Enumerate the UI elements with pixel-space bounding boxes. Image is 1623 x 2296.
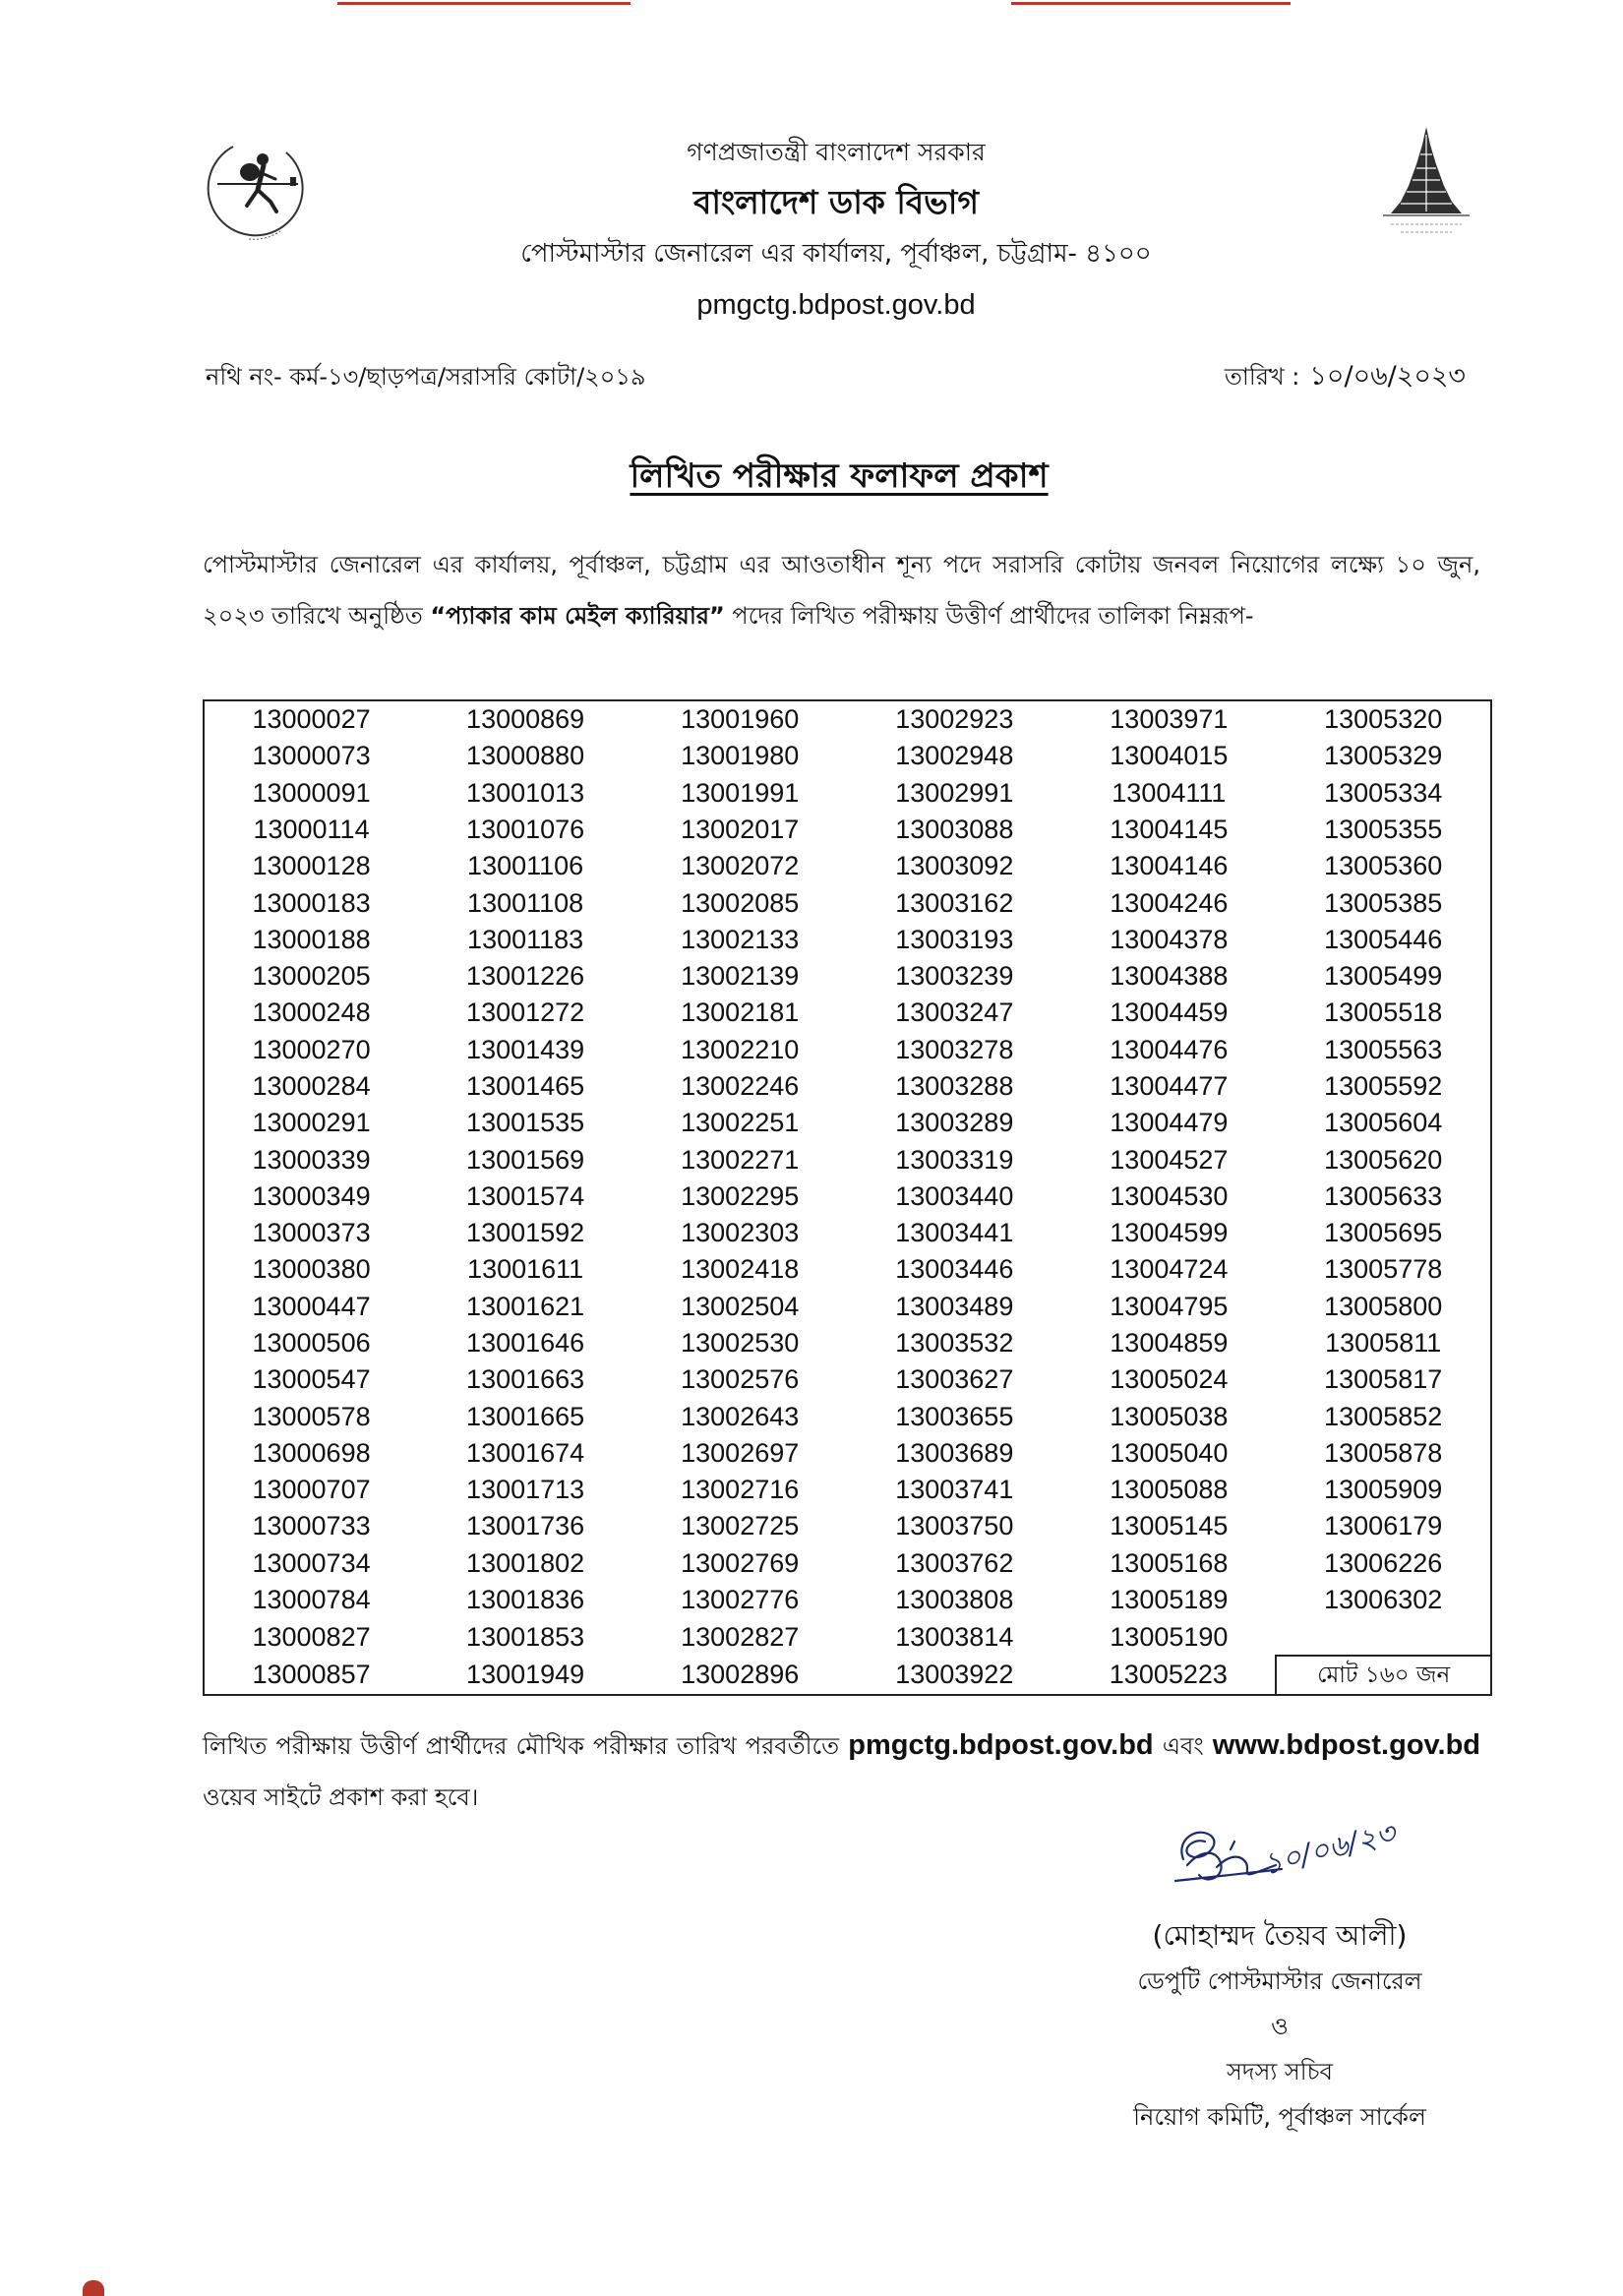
roll-number-cell: 13001663 bbox=[466, 1364, 585, 1395]
roll-number-cell: 13001802 bbox=[466, 1547, 585, 1578]
roll-number-cell: 13002769 bbox=[681, 1547, 800, 1578]
roll-number-cell: 13004146 bbox=[1110, 851, 1229, 881]
roll-number-cell: 13004388 bbox=[1110, 961, 1229, 992]
roll-number-cell: 13003440 bbox=[895, 1180, 1014, 1211]
results-table bbox=[203, 699, 1492, 1696]
bangladesh-post-logo-icon bbox=[204, 133, 312, 251]
regional-website: pmgctg.bdpost.gov.bd bbox=[848, 1729, 1154, 1761]
results-row bbox=[204, 1472, 1491, 1508]
roll-number-cell: 13003741 bbox=[895, 1475, 1014, 1505]
roll-number-cell: 13000733 bbox=[252, 1511, 371, 1541]
date-label: তারিখ : bbox=[1224, 363, 1300, 391]
roll-number-cell: 13001611 bbox=[467, 1254, 584, 1285]
roll-number-cell: 13001569 bbox=[466, 1144, 585, 1175]
roll-number-cell: 13004477 bbox=[1110, 1070, 1229, 1101]
roll-number-cell: 13003922 bbox=[895, 1660, 1014, 1690]
roll-number-cell: 13001991 bbox=[681, 777, 800, 808]
roll-number-cell: 13005695 bbox=[1324, 1218, 1443, 1248]
roll-number-cell: 13000827 bbox=[252, 1621, 371, 1652]
viva-notice-text: লিখিত পরীক্ষায় উত্তীর্ণ প্রার্থীদের মৌখিক পরীক্ষার তারিখ পরবর্তীতে bbox=[203, 1732, 840, 1760]
roll-number-cell: 13005878 bbox=[1324, 1437, 1443, 1468]
roll-number-cell: 13004378 bbox=[1110, 924, 1229, 954]
roll-number-cell: 13005817 bbox=[1324, 1364, 1443, 1395]
roll-number-cell: 13004459 bbox=[1110, 997, 1229, 1028]
results-row bbox=[204, 812, 1491, 848]
roll-number-cell: 13003247 bbox=[895, 997, 1014, 1028]
roll-number-cell: 13000578 bbox=[252, 1401, 371, 1431]
roll-number-cell: 13000248 bbox=[252, 997, 371, 1028]
roll-number-cell: 13004476 bbox=[1110, 1034, 1229, 1064]
signatory-committee: নিয়োগ কমিটি, পূর্বাঞ্চল সার্কেল bbox=[1133, 2103, 1426, 2131]
roll-number-cell: 13005778 bbox=[1324, 1254, 1443, 1285]
header-website: pmgctg.bdpost.gov.bd bbox=[696, 289, 976, 321]
date-value: ১০/০৬/২০২৩ bbox=[1309, 361, 1466, 392]
scan-edge-mark-bottom-left bbox=[83, 2280, 104, 2296]
roll-number-cell: 13001592 bbox=[466, 1218, 585, 1248]
results-row bbox=[204, 1544, 1491, 1581]
roll-number-cell: 13001646 bbox=[466, 1327, 585, 1358]
results-row bbox=[204, 775, 1491, 812]
roll-number-cell: 13005329 bbox=[1324, 741, 1443, 771]
roll-number-cell: 13001736 bbox=[466, 1511, 585, 1541]
roll-number-cell: 13005592 bbox=[1324, 1070, 1443, 1101]
memo-number: নথি নং- কর্ম-১৩/ছাড়পত্র/সরাসরি কোটা/২০১৯ bbox=[206, 363, 646, 391]
results-row bbox=[204, 738, 1491, 774]
roll-number-cell: 13002504 bbox=[681, 1291, 800, 1321]
signatory-conjunction: ও bbox=[1271, 2013, 1289, 2040]
roll-number-cell: 13005320 bbox=[1324, 704, 1443, 735]
roll-number-cell: 13000205 bbox=[252, 961, 371, 992]
roll-number-cell: 13004530 bbox=[1110, 1180, 1229, 1211]
roll-number-cell: 13003689 bbox=[895, 1437, 1014, 1468]
roll-number-cell: 13003319 bbox=[895, 1144, 1014, 1175]
roll-number-cell: 13002181 bbox=[681, 997, 800, 1028]
roll-number-cell: 13002017 bbox=[681, 815, 800, 844]
roll-number-cell: 13003092 bbox=[895, 851, 1014, 881]
roll-number-cell: 13002418 bbox=[681, 1254, 800, 1285]
roll-number-cell: 13000270 bbox=[252, 1034, 371, 1064]
roll-number-cell: 13002210 bbox=[681, 1034, 800, 1064]
roll-number-cell: 13000698 bbox=[252, 1437, 371, 1468]
roll-number-cell: 13003162 bbox=[895, 887, 1014, 918]
main-website: www.bdpost.gov.bd bbox=[1212, 1729, 1480, 1761]
intro-paragraph bbox=[203, 539, 1480, 641]
roll-number-cell: 13002923 bbox=[895, 704, 1014, 735]
results-row bbox=[204, 700, 1491, 738]
roll-number-cell: 13005385 bbox=[1324, 887, 1443, 918]
roll-number-cell: 13006179 bbox=[1324, 1511, 1443, 1541]
roll-number-cell: 13003750 bbox=[895, 1511, 1014, 1541]
roll-number-cell: 13004015 bbox=[1110, 741, 1229, 771]
roll-number-cell: 13002251 bbox=[681, 1108, 800, 1138]
viva-notice-conjunction: এবং bbox=[1162, 1732, 1204, 1760]
roll-number-cell: 13004724 bbox=[1110, 1254, 1229, 1285]
roll-number-cell: 13005360 bbox=[1324, 851, 1443, 881]
roll-number-cell: 13003193 bbox=[895, 924, 1014, 954]
roll-number-cell: 13001853 bbox=[466, 1621, 585, 1652]
roll-number-cell: 13005518 bbox=[1324, 997, 1443, 1028]
roll-number-cell: 13001535 bbox=[466, 1108, 585, 1138]
roll-number-cell: 13000114 bbox=[253, 815, 370, 844]
roll-number-cell: 13005223 bbox=[1109, 1660, 1228, 1690]
roll-number-cell: 13000506 bbox=[252, 1327, 371, 1358]
signatory-role: সদস্য সচিব bbox=[1227, 2058, 1333, 2085]
post-name: “প্যাকার কাম মেইল ক্যারিয়ার” bbox=[430, 602, 725, 630]
roll-number-cell: 13000073 bbox=[252, 741, 371, 771]
roll-number-cell: 13005088 bbox=[1110, 1475, 1229, 1505]
roll-number-cell: 13000880 bbox=[466, 741, 585, 771]
roll-number-cell: 13005604 bbox=[1324, 1108, 1443, 1138]
roll-number-cell: 13005499 bbox=[1324, 961, 1443, 992]
roll-number-cell: 13005800 bbox=[1324, 1291, 1443, 1321]
scan-edge-mark-top-left bbox=[337, 2, 631, 5]
results-row bbox=[204, 1032, 1491, 1068]
roll-number-cell: 13001674 bbox=[466, 1437, 585, 1468]
roll-number-cell: 13004527 bbox=[1110, 1144, 1229, 1175]
roll-number-cell: 13006302 bbox=[1324, 1584, 1443, 1614]
roll-number-cell: 13005190 bbox=[1110, 1621, 1229, 1652]
roll-number-cell: 13002948 bbox=[895, 741, 1014, 771]
results-row bbox=[204, 1141, 1491, 1178]
roll-number-cell: 13002139 bbox=[681, 961, 800, 992]
roll-number-cell: 13003532 bbox=[895, 1327, 1014, 1358]
roll-number-cell: 13002085 bbox=[681, 887, 800, 918]
roll-number-cell: 13002246 bbox=[681, 1070, 800, 1101]
roll-number-cell: 13000373 bbox=[252, 1218, 371, 1248]
results-row bbox=[204, 995, 1491, 1031]
results-row bbox=[204, 1508, 1491, 1544]
results-row bbox=[204, 1361, 1491, 1398]
roll-number-cell: 13005355 bbox=[1324, 815, 1443, 844]
roll-number-cell: 13005040 bbox=[1110, 1437, 1229, 1468]
roll-number-cell: 13000349 bbox=[252, 1180, 371, 1211]
results-table-body bbox=[204, 700, 1491, 1695]
roll-number-cell: 13001836 bbox=[466, 1584, 585, 1614]
intro-text-before: পোস্টমাস্টার জেনারেল এর কার্যালয়, পূর্বাঞ্চল, চট্টগ্রাম এর আওতাধীন শূন্য পদে সরাসরি কোটায় জনবল নিয়োগের লক্ষ্যে ১০ জুন, ২০২৩ তারিখে অনুষ্ঠিত bbox=[203, 551, 1480, 630]
roll-number-cell: 13001106 bbox=[467, 851, 584, 881]
roll-number-cell: 13002776 bbox=[681, 1584, 800, 1614]
roll-number-cell: 13003278 bbox=[895, 1034, 1014, 1064]
results-row bbox=[204, 1289, 1491, 1325]
roll-number-cell: 13001076 bbox=[466, 815, 585, 844]
roll-number-cell: 13000707 bbox=[252, 1475, 371, 1505]
roll-number-cell: 13001949 bbox=[466, 1660, 585, 1690]
roll-number-cell: 13000784 bbox=[252, 1584, 371, 1614]
roll-number-cell: 13004246 bbox=[1110, 887, 1229, 918]
roll-number-cell: 13000857 bbox=[252, 1660, 371, 1690]
roll-number-cell: 13002271 bbox=[681, 1144, 800, 1175]
results-row bbox=[204, 1435, 1491, 1472]
roll-number-cell: 13005038 bbox=[1110, 1401, 1229, 1431]
roll-number-cell: 13004145 bbox=[1110, 815, 1229, 844]
office-address: পোস্টমাস্টার জেনারেল এর কার্যালয়, পূর্বাঞ্চল, চট্টগ্রাম- ৪১০০ bbox=[520, 239, 1152, 269]
roll-number-cell: 13002295 bbox=[681, 1180, 800, 1211]
results-row bbox=[204, 1582, 1491, 1618]
roll-number-cell: 13001439 bbox=[466, 1034, 585, 1064]
roll-number-cell: 13001108 bbox=[467, 887, 584, 918]
roll-number-cell: 13001980 bbox=[681, 741, 800, 771]
roll-number-cell: 13005145 bbox=[1110, 1511, 1229, 1541]
roll-number-cell: 13005909 bbox=[1324, 1475, 1443, 1505]
roll-number-cell: 13004479 bbox=[1110, 1108, 1229, 1138]
roll-number-cell: 13005852 bbox=[1324, 1401, 1443, 1431]
roll-number-cell: 13002576 bbox=[681, 1364, 800, 1395]
roll-number-cell: 13001272 bbox=[466, 997, 585, 1028]
roll-number-cell: 13001013 bbox=[466, 777, 585, 808]
roll-number-cell: 13003971 bbox=[1110, 704, 1229, 735]
roll-number-cell: 13003814 bbox=[895, 1621, 1014, 1652]
roll-number-cell: 13000091 bbox=[252, 777, 371, 808]
roll-number-cell: 13004795 bbox=[1110, 1291, 1229, 1321]
roll-number-cell: 13005620 bbox=[1324, 1144, 1443, 1175]
roll-number-cell: 13000734 bbox=[252, 1547, 371, 1578]
roll-number-cell: 13006226 bbox=[1324, 1547, 1443, 1578]
results-row bbox=[204, 1178, 1491, 1215]
roll-number-cell: 13005168 bbox=[1110, 1547, 1229, 1578]
roll-number-cell: 13002725 bbox=[681, 1511, 800, 1541]
roll-number-cell: 13002827 bbox=[681, 1621, 800, 1652]
roll-number-cell: 13005811 bbox=[1325, 1327, 1442, 1358]
roll-number-cell: 13000380 bbox=[252, 1254, 371, 1285]
signatory-name: (মোহাম্মদ তৈয়ব আলী) bbox=[1152, 1919, 1408, 1952]
roll-number-cell: 13001465 bbox=[466, 1070, 585, 1101]
roll-number-cell: 13003239 bbox=[895, 961, 1014, 992]
roll-number-cell: 13003288 bbox=[895, 1070, 1014, 1101]
results-row bbox=[204, 1105, 1491, 1141]
results-row bbox=[204, 1251, 1491, 1288]
roll-number-cell: 13003808 bbox=[895, 1584, 1014, 1614]
roll-number-cell: 13001960 bbox=[681, 704, 800, 735]
roll-number-cell: 13005189 bbox=[1110, 1584, 1229, 1614]
results-row bbox=[204, 884, 1491, 921]
roll-number-cell: 13001665 bbox=[466, 1401, 585, 1431]
results-row bbox=[204, 1068, 1491, 1105]
roll-number-cell: 13000291 bbox=[252, 1108, 371, 1138]
results-row bbox=[204, 1325, 1491, 1361]
roll-number-cell: 13004859 bbox=[1110, 1327, 1229, 1358]
results-row bbox=[204, 1398, 1491, 1434]
roll-number-cell: 13005446 bbox=[1324, 924, 1443, 954]
results-row bbox=[204, 922, 1491, 958]
roll-number-cell: 13001226 bbox=[466, 961, 585, 992]
roll-number-cell: 13002991 bbox=[895, 777, 1014, 808]
department-name: বাংলাদেশ ডাক বিভাগ bbox=[693, 183, 979, 221]
scan-edge-mark-top-right bbox=[1011, 2, 1291, 5]
roll-number-cell: 13001713 bbox=[466, 1475, 585, 1505]
roll-number-cell: 13000339 bbox=[252, 1144, 371, 1175]
roll-number-cell: 13000027 bbox=[252, 704, 371, 735]
roll-number-cell: 13003289 bbox=[895, 1108, 1014, 1138]
roll-number-cell: 13000188 bbox=[252, 924, 371, 954]
results-row bbox=[204, 848, 1491, 884]
roll-number-cell: 13003446 bbox=[895, 1254, 1014, 1285]
roll-number-cell: 13002697 bbox=[681, 1437, 800, 1468]
roll-number-cell: 13002303 bbox=[681, 1218, 800, 1248]
intro-text-after: পদের লিখিত পরীক্ষায় উত্তীর্ণ প্রার্থীদের তালিকা নিম্নরূপ- bbox=[732, 602, 1254, 630]
roll-number-cell: 13003088 bbox=[895, 815, 1014, 844]
roll-number-cell: 13000284 bbox=[252, 1070, 371, 1101]
roll-number-cell: 13003655 bbox=[895, 1401, 1014, 1431]
roll-number-cell: 13003441 bbox=[895, 1218, 1014, 1248]
roll-number-cell: 13003762 bbox=[895, 1547, 1014, 1578]
viva-notice-end: ওয়েব সাইটে প্রকাশ করা হবে। bbox=[203, 1783, 479, 1811]
roll-number-cell: 13005633 bbox=[1324, 1180, 1443, 1211]
roll-number-cell: 13000183 bbox=[252, 887, 371, 918]
total-count: মোট ১৬০ জন bbox=[1276, 1656, 1491, 1695]
results-row bbox=[204, 958, 1491, 995]
roll-number-cell: 13003489 bbox=[895, 1291, 1014, 1321]
signatory-designation: ডেপুটি পোস্টমাস্টার জেনারেল bbox=[1137, 1967, 1422, 1995]
roll-number-cell: 13004599 bbox=[1110, 1218, 1229, 1248]
tower-emblem-logo-icon bbox=[1371, 125, 1481, 243]
roll-number-cell: 13002716 bbox=[681, 1475, 800, 1505]
roll-number-cell: 13005563 bbox=[1324, 1034, 1443, 1064]
viva-notice bbox=[203, 1720, 1480, 1823]
government-name: গণপ্রজাতন্ত্রী বাংলাদেশ সরকার bbox=[687, 138, 986, 166]
roll-number-cell: 13005334 bbox=[1324, 777, 1443, 808]
roll-number-cell: 13001183 bbox=[467, 924, 584, 954]
results-row bbox=[204, 1618, 1491, 1656]
roll-number-cell: 13001574 bbox=[466, 1180, 585, 1211]
results-row bbox=[204, 1215, 1491, 1251]
empty-cell bbox=[1276, 1618, 1491, 1656]
roll-number-cell: 13002072 bbox=[681, 851, 800, 881]
roll-number-cell: 13001621 bbox=[466, 1291, 585, 1321]
page-title: লিখিত পরীক্ষার ফলাফল প্রকাশ bbox=[630, 456, 1049, 496]
roll-number-cell: 13000869 bbox=[466, 704, 585, 735]
results-row bbox=[204, 1656, 1491, 1695]
roll-number-cell: 13004111 bbox=[1112, 777, 1227, 808]
roll-number-cell: 13002896 bbox=[681, 1660, 800, 1690]
roll-number-cell: 13002643 bbox=[681, 1401, 800, 1431]
issue-date bbox=[1225, 354, 1466, 399]
roll-number-cell: 13000547 bbox=[252, 1364, 371, 1395]
roll-number-cell: 13003627 bbox=[895, 1364, 1014, 1395]
roll-number-cell: 13000447 bbox=[252, 1291, 371, 1321]
roll-number-cell: 13000128 bbox=[252, 851, 371, 881]
roll-number-cell: 13005024 bbox=[1110, 1364, 1229, 1395]
roll-number-cell: 13002133 bbox=[681, 924, 800, 954]
signature-date: ১০/০৬/২৩ bbox=[1259, 1816, 1400, 1883]
roll-number-cell: 13002530 bbox=[681, 1327, 800, 1358]
